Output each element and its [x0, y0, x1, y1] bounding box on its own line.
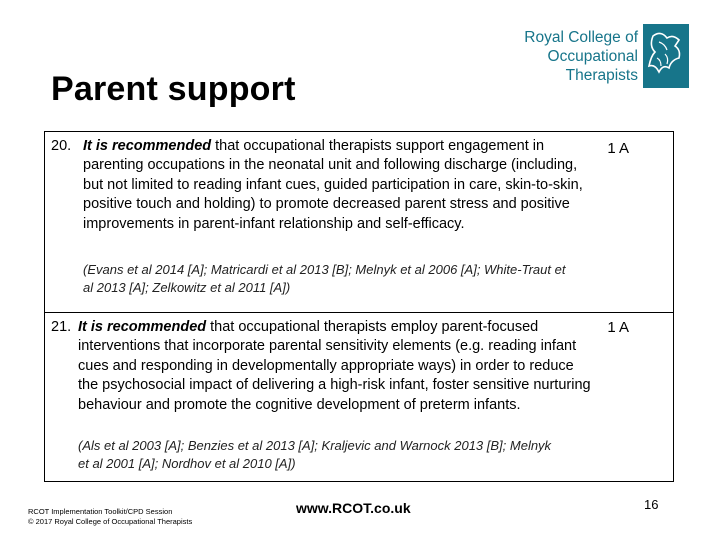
- recommendation-emphasis: It is recommended: [78, 319, 207, 335]
- recommendation-references: (Evans et al 2014 [A]; Matricardi et al 2013 [B]; Melnyk et al 2006 [A]; White-Traut et al 2013 [A]; Zelkowitz et al 2011 [A]): [83, 262, 566, 295]
- footer-line-1: RCOT Implementation Toolkit/CPD Session: [28, 507, 173, 516]
- recommendation-text: [51, 318, 591, 415]
- recommendation-references: (Als et al 2003 [A]; Benzies et al 2013 [A]; Kraljevic and Warnock 2013 [B]; Melnyk et al 2001 [A]; Nordhov et al 2010 [A]): [78, 438, 552, 471]
- rcot-logo-text: [520, 28, 638, 85]
- recommendation-grade: 1 A: [607, 319, 629, 336]
- slide-title: Parent support: [51, 70, 296, 108]
- rcot-logo-icon: [643, 24, 689, 88]
- footer-credit: [28, 507, 192, 527]
- recommendation-body: that occupational therapists support engagement in parenting occupations in the neonatal unit and following discharge (including, but not limited to reading infant cues, guided participation in care, skin-to-skin, positive touch and holding) to promote decreased parent stress and positive improvements in parent-infant relationship and self-efficacy.: [83, 138, 583, 232]
- recommendation-number: 21.: [51, 319, 72, 335]
- logo-line-2: Occupational: [547, 48, 638, 65]
- recommendation-grade: 1 A: [607, 140, 629, 157]
- logo-line-3: Therapists: [565, 67, 638, 84]
- page-number: 16: [644, 497, 659, 512]
- recommendation-body: that occupational therapists employ parent-focused interventions that incorporate parental sensitivity elements (e.g. reading infant cues and responding in developmentally appropriate ways) in order to reduce the psychosocial impact of delivering a high-risk infant, foster sensitive nurturing behaviour and promote the cognitive development of preterm infants.: [78, 319, 591, 413]
- recommendation-number: 20.: [51, 138, 72, 154]
- footer-line-2: © 2017 Royal College of Occupational Therapists: [28, 517, 193, 526]
- recommendation-box-21: [44, 312, 674, 482]
- recommendation-emphasis: It is recommended: [83, 138, 212, 154]
- recommendation-box-20: [44, 131, 674, 313]
- recommendation-text: [51, 137, 591, 234]
- footer-url-link[interactable]: www.RCOT.co.uk: [296, 500, 411, 516]
- logo-line-1: Royal College of: [524, 29, 638, 46]
